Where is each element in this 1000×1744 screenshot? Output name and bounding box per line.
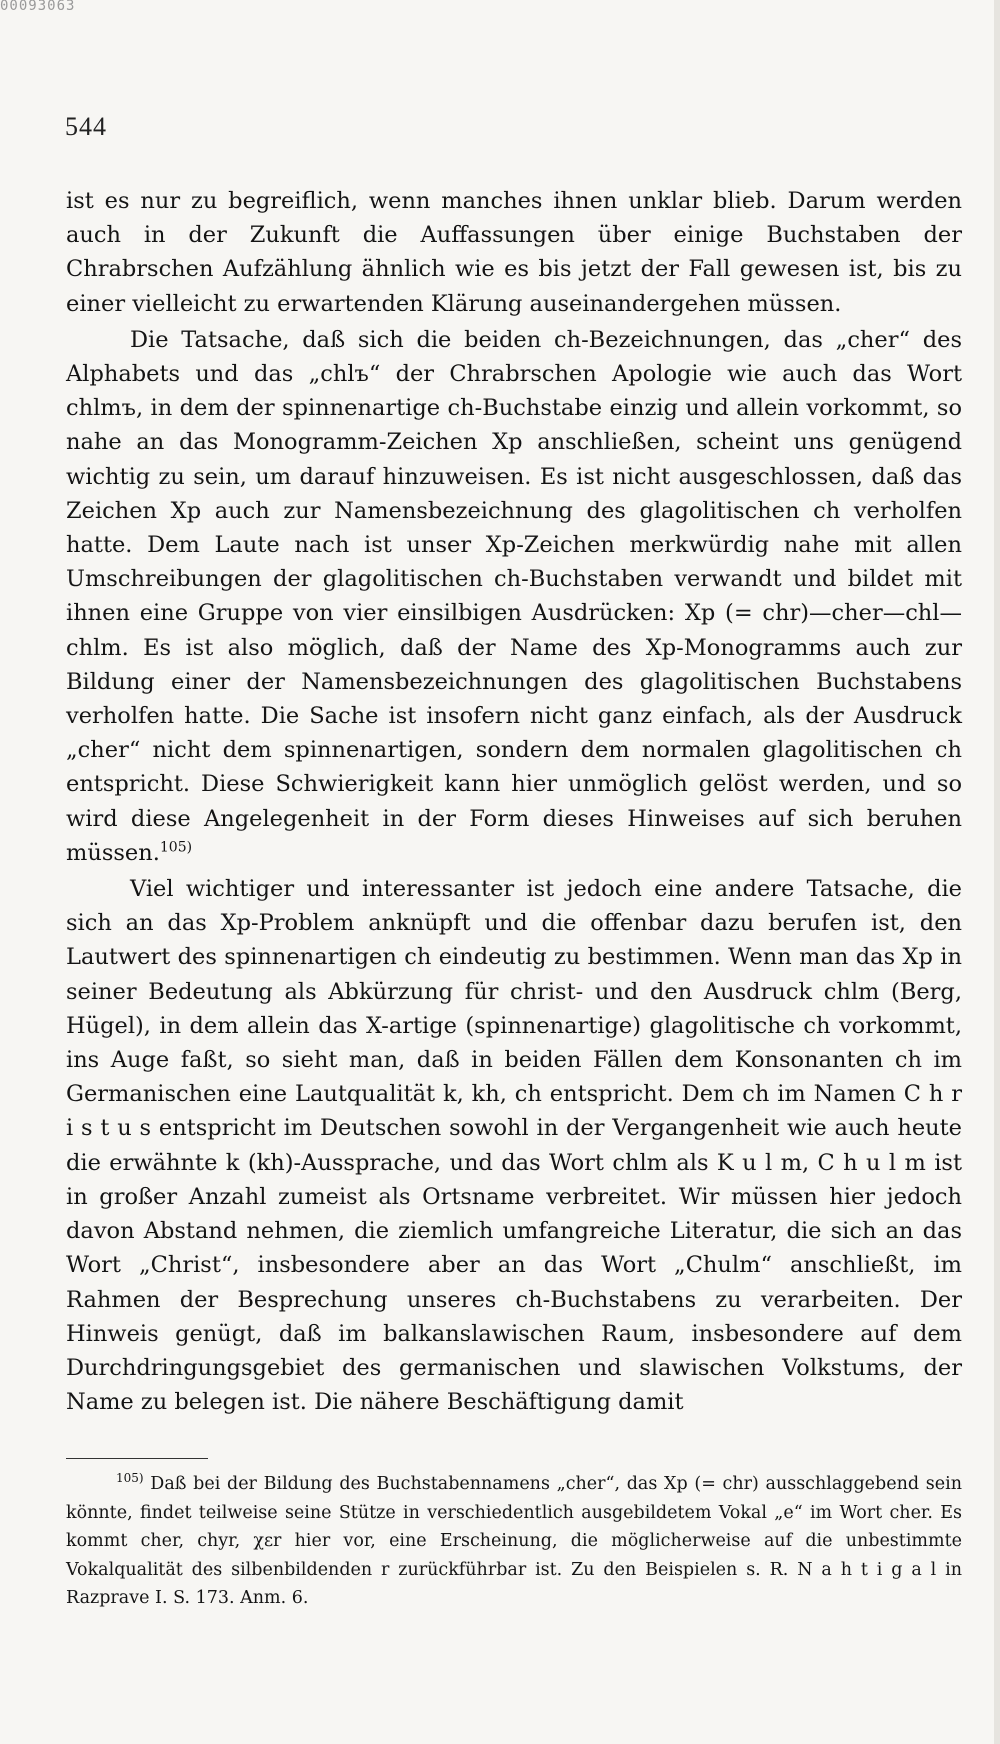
paragraph-1 xyxy=(66,184,962,321)
footnote xyxy=(66,1470,962,1613)
footnote-reference[interactable]: 105) xyxy=(159,839,193,856)
body-text xyxy=(66,184,962,1419)
scan-id-strip: 00093063 xyxy=(0,0,76,12)
footnote-text: Daß bei der Bildung des Buchstabennamens „cher“, das Xp (= chr) ausschlaggebend sein könnte, findet teilweise seine Stütze in verschiedentlich ausgebildetem Vokal „e“ im Wort cher. Es kommt cher, chyr, χεr hier vor, eine Erscheinung, die möglicherweise auf die unbestimmte Vokalqualität des silbenbildenden r zurückführbar ist. Zu den Beispielen s. R. N a h t i g a l in Razprave I. S. 173. Anm. 6. xyxy=(66,1474,962,1608)
footnote-divider xyxy=(66,1458,208,1459)
paragraph-1-text: ist es nur zu begreiflich, wenn manches ihnen unklar blieb. Darum werden auch in der Zukunft die Auffassungen über einige Buchstaben der Chrabrschen Aufzählung ähnlich wie es bis jetzt der Fall gewesen ist, bis zu einer vielleicht zu erwartenden Klärung auseinandergehen müssen. xyxy=(66,188,962,317)
paragraph-2 xyxy=(66,323,962,870)
paragraph-3-text: Viel wichtiger und interessanter ist jedoch eine andere Tatsache, die sich an das Xp-Problem anknüpft und die offenbar dazu berufen ist, den Lautwert des spinnenartigen ch eindeutig zu bestimmen. Wenn man das Xp in seiner Bedeutung als Abkürzung für christ- und den Ausdruck chlm (Berg, Hügel), in dem allein das X-artige (spinnenartige) glagolitische ch vorkommt, ins Auge faßt, so sieht man, daß in beiden Fällen dem Konsonanten ch im Germanischen eine Lautqualität k, kh, ch entspricht. Dem ch im Namen C h r i s t u s entspricht im Deutschen sowohl in der Vergangenheit wie auch heute die erwähnte k (kh)-Aussprache, und das Wort chlm als K u l m, C h u l m ist in großer Anzahl zumeist als Ortsname verbreitet. Wir müssen hier jedoch davon Abstand nehmen, die ziemlich umfangreiche Literatur, die sich an das Wort „Christ“, insbesondere aber an das Wort „Chulm“ anschließt, im Rahmen der Besprechung unseres ch-Buchstabens zu verarbeiten. Der Hinweis genügt, daß im balkanslawischen Raum, insbesondere auf dem Durchdringungsgebiet des germanischen und slawischen Volkstums, der Name zu belegen ist. Die nähere Beschäftigung damit xyxy=(66,876,962,1416)
page-edge-shadow xyxy=(994,0,1000,1744)
paragraph-2-text: Die Tatsache, daß sich die beiden ch-Bezeichnungen, das „cher“ des Alphabets und das „chlъ“ der Chrabrschen Apologie wie auch das Wort chlmъ, in dem der spinnenartige ch-Buchstabe einzig und allein vorkommt, so nahe an das Monogramm-Zeichen Xp anschließen, scheint uns genügend wichtig zu sein, um darauf hinzuweisen. Es ist nicht ausgeschlossen, daß das Zeichen Xp auch zur Namensbezeichnung des glagolitischen ch verholfen hatte. Dem Laute nach ist unser Xp-Zeichen merkwürdig nahe mit allen Umschreibungen der glagolitischen ch-Buchstaben verwandt und bildet mit ihnen eine Gruppe von vier einsilbigen Ausdrücken: Xp (= chr)—cher—chl—chlm. Es ist also möglich, daß der Name des Xp-Monogramms auch zur Bildung einer der Namensbezeichnungen des glagolitischen Buchstabens verholfen hatte. Die Sache ist insofern nicht ganz einfach, als der Ausdruck „cher“ nicht dem spinnenartigen, sondern dem normalen glagolitischen ch entspricht. Diese Schwierigkeit kann hier unmöglich gelöst werden, und so wird diese Angelegenheit in der Form dieses Hinweises auf sich beruhen müssen. xyxy=(66,326,962,866)
paragraph-3 xyxy=(66,872,962,1419)
footnote-number: 105) xyxy=(116,1471,144,1486)
page-number: 544 xyxy=(65,112,107,141)
